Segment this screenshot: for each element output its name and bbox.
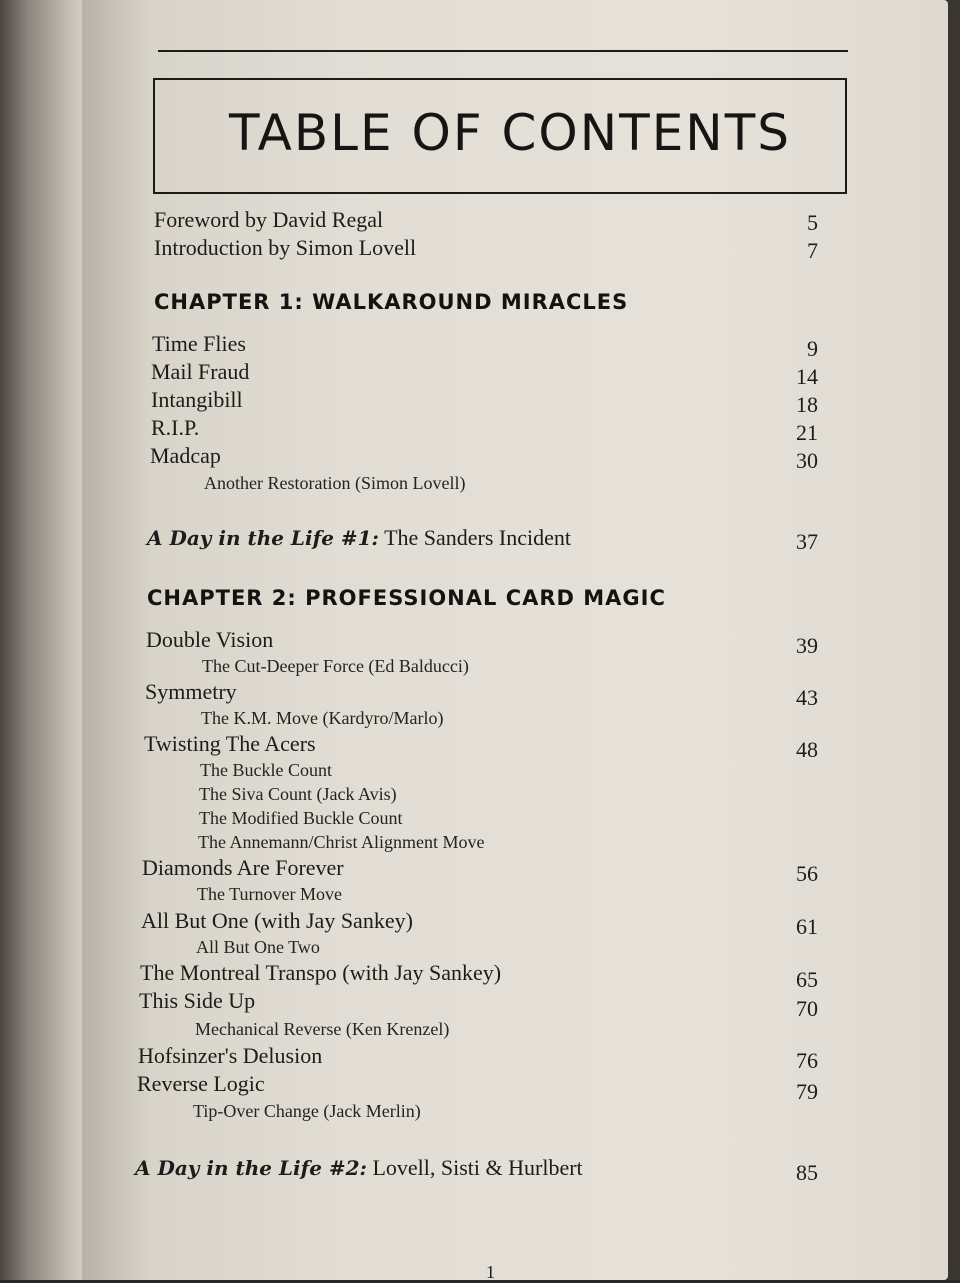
page-number: 76 [796,1048,818,1073]
page-number: 30 [796,448,818,473]
toc-subentry: The Modified Buckle Count [199,808,403,828]
day-in-life-label: A Day in the Life #1: [147,526,379,550]
page-number: 18 [796,392,818,417]
toc-subentry: The Turnover Move [197,884,342,904]
title-box [153,78,847,194]
page-number: 37 [796,529,818,554]
header-rule [158,50,848,52]
day-in-life-title: The Sanders Incident [384,525,571,550]
toc-entry: All But One (with Jay Sankey) [141,908,413,933]
toc-subentry: The Cut-Deeper Force (Ed Balducci) [202,656,469,676]
toc-entry: Intangibill [151,387,243,412]
toc-entry: Madcap [150,443,221,468]
toc-subentry: All But One Two [196,937,320,957]
toc-entry: The Montreal Transpo (with Jay Sankey) [140,960,502,985]
page-number: 39 [796,633,818,658]
page-number: 56 [796,861,818,886]
toc-subentry: Mechanical Reverse (Ken Krenzel) [195,1019,450,1039]
day-in-life-label: A Day in the Life #2: [135,1156,367,1180]
toc-subentry: The Siva Count (Jack Avis) [199,784,397,804]
page-number: 5 [807,210,818,235]
page-number: 7 [807,238,818,263]
page-edge [948,0,960,1280]
toc-entry: Double Vision [146,627,274,652]
toc-entry: Reverse Logic [137,1071,265,1096]
toc-entry: R.I.P. [151,415,200,440]
page-number: 65 [796,967,818,992]
toc-entry-introduction: Introduction by Simon Lovell [154,235,417,260]
page-number: 43 [796,685,818,710]
toc-entry: Symmetry [145,679,237,704]
toc-entry: Mail Fraud [151,359,250,384]
page-folio: 1 [486,1262,495,1282]
toc-entry: Hofsinzer's Delusion [138,1043,323,1068]
toc-subentry: Another Restoration (Simon Lovell) [204,473,466,493]
toc-entry-day-in-life-2 [135,1155,583,1181]
toc-entry-day-in-life-1 [147,525,571,551]
toc-entry-foreword: Foreword by David Regal [154,207,384,232]
page-number: 79 [796,1079,818,1104]
page-number: 21 [796,420,818,445]
toc-entry: This Side Up [139,988,256,1013]
toc-entry: Diamonds Are Forever [142,855,344,880]
chapter-1-heading: CHAPTER 1: WALKAROUND MIRACLES [154,290,629,314]
toc-subentry: The Annemann/Christ Alignment Move [198,832,485,852]
page-number: 14 [796,364,818,389]
page-number: 85 [796,1160,818,1185]
toc-subentry: Tip-Over Change (Jack Merlin) [193,1101,421,1121]
day-in-life-title: Lovell, Sisti & Hurlbert [372,1155,583,1180]
page-number: 48 [796,737,818,762]
chapter-2-heading: CHAPTER 2: PROFESSIONAL CARD MAGIC [147,586,666,610]
page-number: 70 [796,996,818,1021]
page-number: 61 [796,914,818,939]
page-number: 9 [807,336,818,361]
page-title: TABLE OF CONTENTS [228,104,791,162]
toc-entry: Twisting The Acers [144,731,316,756]
toc-subentry: The K.M. Move (Kardyro/Marlo) [201,708,444,728]
toc-entry: Time Flies [152,331,246,356]
toc-subentry: The Buckle Count [200,760,332,780]
